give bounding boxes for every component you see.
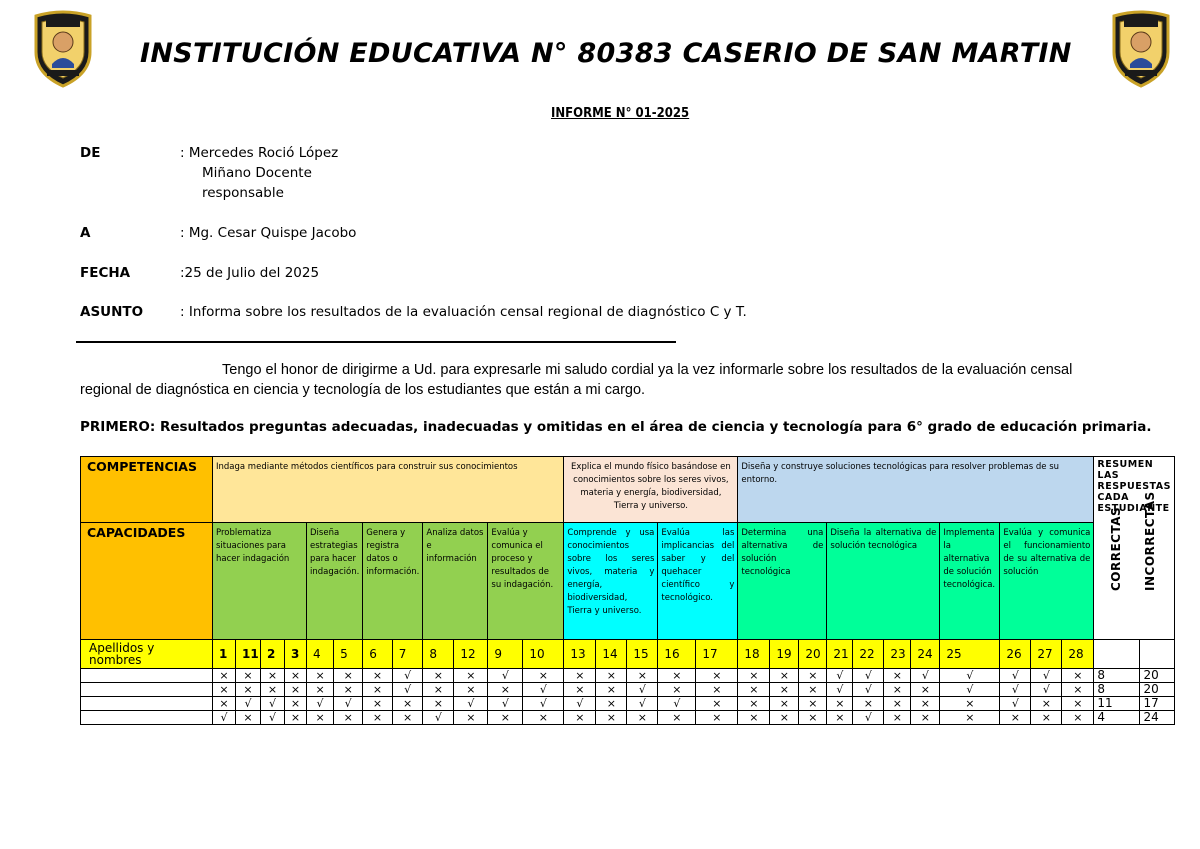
answer-mark: ×: [363, 711, 393, 725]
answer-mark: √: [392, 669, 423, 683]
answer-mark: ×: [307, 711, 334, 725]
answer-mark: ×: [738, 711, 770, 725]
answer-mark: ×: [363, 683, 393, 697]
incorrectas-label: INCORRECTAS: [1142, 491, 1157, 591]
answer-mark: √: [627, 683, 658, 697]
answer-mark: √: [488, 669, 523, 683]
report-number: INFORME N° 01-2025: [551, 106, 690, 121]
question-number: 3: [285, 640, 307, 669]
total-header-blank: [1094, 640, 1140, 669]
paragraph-line-2: regional de diagnóstica en ciencia y tecnología de los estudiantes que están a mi cargo.: [80, 382, 646, 398]
answer-mark: √: [307, 697, 334, 711]
names-header: Apellidos y nombres: [81, 640, 213, 669]
de-value-line-3: responsable: [202, 185, 284, 201]
answer-mark: ×: [1062, 683, 1094, 697]
answer-mark: √: [236, 697, 261, 711]
a-value: : Mg. Cesar Quispe Jacobo: [180, 225, 357, 241]
question-number: 13: [564, 640, 596, 669]
question-number: 21: [827, 640, 853, 669]
answer-mark: ×: [770, 683, 799, 697]
answer-mark: √: [940, 683, 1000, 697]
answer-mark: ×: [236, 683, 261, 697]
question-number: 16: [658, 640, 696, 669]
capacidad-problematiza: Problematiza situaciones para hacer indagación: [213, 523, 307, 640]
fecha-value: :25 de Julio del 2025: [180, 265, 320, 281]
answer-mark: ×: [285, 697, 307, 711]
answer-mark: √: [1000, 683, 1031, 697]
answer-mark: ×: [627, 711, 658, 725]
correct-count: 8: [1094, 669, 1140, 683]
answer-mark: ×: [334, 711, 363, 725]
answer-mark: ×: [423, 669, 454, 683]
answer-mark: ×: [1031, 697, 1062, 711]
answer-mark: ×: [1062, 669, 1094, 683]
resumen-header: [1094, 457, 1175, 640]
de-value-line-2: Miñano Docente: [202, 165, 312, 181]
answer-mark: ×: [363, 669, 393, 683]
answer-mark: ×: [799, 669, 827, 683]
question-number: 4: [307, 640, 334, 669]
answer-mark: ×: [307, 683, 334, 697]
competencia-explica: Explica el mundo físico basándose en conocimientos sobre los seres vivos, materia y energía, biodiversidad, Tierra y universo.: [564, 457, 738, 523]
answer-mark: ×: [564, 669, 596, 683]
answer-mark: √: [1000, 697, 1031, 711]
question-number: 6: [363, 640, 393, 669]
paragraph-line-1: Tengo el honor de dirigirme a Ud. para expresarle mi saludo cordial ya la vez informarle sobre los resultados de la evaluación censal: [222, 362, 1073, 378]
competencia-indaga: Indaga mediante métodos científicos para construir sus conocimientos: [213, 457, 564, 523]
answer-mark: √: [261, 711, 285, 725]
answer-mark: ×: [454, 669, 488, 683]
answer-mark: ×: [658, 669, 696, 683]
answer-mark: ×: [596, 711, 627, 725]
answer-mark: √: [1000, 669, 1031, 683]
answer-mark: ×: [911, 683, 940, 697]
answer-mark: √: [523, 683, 564, 697]
answer-mark: √: [853, 669, 884, 683]
question-number: 11: [236, 640, 261, 669]
institution-title: INSTITUCIÓN EDUCATIVA N° 80383 CASERIO DE SAN MARTIN: [140, 38, 1072, 69]
answer-mark: ×: [770, 669, 799, 683]
answer-mark: ×: [1062, 711, 1094, 725]
answer-mark: ×: [770, 697, 799, 711]
answer-mark: ×: [213, 669, 236, 683]
a-label: A: [80, 225, 91, 241]
asunto-label: ASUNTO: [80, 304, 144, 320]
question-number: 7: [392, 640, 423, 669]
incorrect-count: 24: [1140, 711, 1175, 725]
answer-mark: √: [564, 697, 596, 711]
answer-mark: ×: [564, 711, 596, 725]
answer-mark: ×: [940, 697, 1000, 711]
answer-mark: ×: [884, 697, 911, 711]
answer-mark: ×: [799, 683, 827, 697]
answer-mark: ×: [488, 683, 523, 697]
question-number: 28: [1062, 640, 1094, 669]
separator-line: [76, 341, 676, 343]
question-number: 22: [853, 640, 884, 669]
capacidad-genera-datos: Genera y registra datos o información.: [363, 523, 423, 640]
answer-mark: √: [454, 697, 488, 711]
answer-mark: ×: [1000, 711, 1031, 725]
answer-mark: ×: [236, 711, 261, 725]
table-row: [81, 711, 1175, 725]
answer-mark: ×: [1062, 697, 1094, 711]
question-number: 2: [261, 640, 285, 669]
results-table: [80, 456, 1175, 725]
answer-mark: ×: [738, 683, 770, 697]
question-number: 19: [770, 640, 799, 669]
answer-mark: √: [853, 683, 884, 697]
question-number: 20: [799, 640, 827, 669]
primero-heading: PRIMERO: Resultados preguntas adecuadas, inadecuadas y omitidas en el área de ciencia y tecnología para 6° grado de educación primaria.: [80, 419, 1152, 435]
answer-mark: ×: [392, 697, 423, 711]
answer-mark: ×: [596, 669, 627, 683]
answer-mark: ×: [738, 669, 770, 683]
answer-mark: √: [488, 697, 523, 711]
answer-mark: ×: [696, 697, 738, 711]
answer-mark: √: [523, 697, 564, 711]
answer-mark: ×: [596, 697, 627, 711]
capacidad-comprende-usa: Comprende y usa conocimientos sobre los seres vivos, materia y energía, biodiversidad, Tierra y universo.: [564, 523, 658, 640]
answer-mark: √: [827, 683, 853, 697]
answer-mark: √: [334, 697, 363, 711]
answer-mark: ×: [696, 711, 738, 725]
answer-mark: ×: [307, 669, 334, 683]
answer-mark: ×: [363, 697, 393, 711]
answer-mark: ×: [884, 711, 911, 725]
school-crest-left-icon: [32, 8, 94, 88]
answer-mark: ×: [884, 669, 911, 683]
answer-mark: ×: [236, 669, 261, 683]
answer-mark: ×: [213, 683, 236, 697]
answer-mark: ×: [799, 697, 827, 711]
answer-mark: ×: [799, 711, 827, 725]
answer-mark: ×: [564, 683, 596, 697]
competencia-disena: Diseña y construye soluciones tecnológicas para resolver problemas de su entorno.: [738, 457, 1094, 523]
competencias-label: COMPETENCIAS: [81, 457, 213, 523]
question-number: 17: [696, 640, 738, 669]
answer-mark: ×: [658, 711, 696, 725]
question-number: 27: [1031, 640, 1062, 669]
question-number: 8: [423, 640, 454, 669]
answer-mark: √: [911, 669, 940, 683]
question-number: 24: [911, 640, 940, 669]
student-name: [81, 683, 213, 697]
capacidad-disena-estrategias: Diseña estrategias para hacer indagación.: [307, 523, 363, 640]
answer-mark: ×: [911, 697, 940, 711]
capacidad-disena-alternativa: Diseña la alternativa de solución tecnológica: [827, 523, 940, 640]
answer-mark: ×: [213, 697, 236, 711]
answer-mark: ×: [285, 683, 307, 697]
question-number: 5: [334, 640, 363, 669]
answer-mark: ×: [627, 669, 658, 683]
answer-mark: ×: [261, 683, 285, 697]
capacidad-evalua-funcionamiento: Evalúa y comunica el funcionamiento de su alternativa de solución: [1000, 523, 1094, 640]
answer-mark: √: [392, 683, 423, 697]
answer-mark: √: [658, 697, 696, 711]
answer-mark: ×: [827, 697, 853, 711]
question-number: 15: [627, 640, 658, 669]
capacidad-analiza-datos: Analiza datos e información: [423, 523, 488, 640]
incorrect-count: 20: [1140, 669, 1175, 683]
student-name: [81, 697, 213, 711]
answer-mark: ×: [454, 683, 488, 697]
question-number: 10: [523, 640, 564, 669]
answer-mark: ×: [658, 683, 696, 697]
question-number: 1: [213, 640, 236, 669]
table-row: [81, 669, 1175, 683]
body-paragraph: [80, 360, 1200, 400]
answer-mark: ×: [770, 711, 799, 725]
total-header-blank: [1140, 640, 1175, 669]
answer-mark: ×: [392, 711, 423, 725]
school-crest-right-icon: [1110, 8, 1172, 88]
answer-mark: ×: [911, 711, 940, 725]
answer-mark: ×: [940, 711, 1000, 725]
correctas-label: CORRECTAS: [1108, 506, 1123, 591]
question-number: 18: [738, 640, 770, 669]
capacidad-evalua-implicancias: Evalúa las implicancias del saber y del quehacer científico y tecnológico.: [658, 523, 738, 640]
capacidad-determina-alternativa: Determina una alternativa de solución tecnológica: [738, 523, 827, 640]
answer-mark: ×: [423, 697, 454, 711]
answer-mark: √: [213, 711, 236, 725]
capacidad-implementa: Implementa la alternativa de solución tecnológica.: [940, 523, 1000, 640]
answer-mark: ×: [488, 711, 523, 725]
answer-mark: ×: [523, 711, 564, 725]
answer-mark: √: [940, 669, 1000, 683]
answer-mark: ×: [285, 711, 307, 725]
question-number: 25: [940, 640, 1000, 669]
answer-mark: √: [1031, 669, 1062, 683]
answer-mark: ×: [334, 683, 363, 697]
answer-mark: √: [261, 697, 285, 711]
correct-count: 8: [1094, 683, 1140, 697]
answer-mark: √: [627, 697, 658, 711]
student-name: [81, 669, 213, 683]
table-row: [81, 683, 1175, 697]
question-number: 14: [596, 640, 627, 669]
answer-mark: √: [827, 669, 853, 683]
answer-mark: ×: [334, 669, 363, 683]
answer-mark: √: [423, 711, 454, 725]
asunto-value: : Informa sobre los resultados de la evaluación censal regional de diagnóstico C y T.: [180, 304, 747, 320]
answer-mark: ×: [1031, 711, 1062, 725]
de-label: DE: [80, 145, 101, 161]
answer-mark: ×: [696, 669, 738, 683]
answer-mark: √: [853, 711, 884, 725]
student-name: [81, 711, 213, 725]
answer-mark: ×: [827, 711, 853, 725]
answer-mark: ×: [884, 683, 911, 697]
answer-mark: ×: [523, 669, 564, 683]
table-row: [81, 697, 1175, 711]
answer-mark: √: [1031, 683, 1062, 697]
answer-mark: ×: [423, 683, 454, 697]
de-value-line-1: : Mercedes Roció López: [180, 145, 339, 161]
capacidad-evalua-comunica: Evalúa y comunica el proceso y resultados de su indagación.: [488, 523, 564, 640]
fecha-label: FECHA: [80, 265, 131, 281]
question-number: 9: [488, 640, 523, 669]
incorrect-count: 17: [1140, 697, 1175, 711]
question-number: 12: [454, 640, 488, 669]
resumen-text: RESUMEN LAS RESPUESTAS CADA ESTUDIANTE: [1097, 459, 1171, 514]
capacidades-label: CAPACIDADES: [81, 523, 213, 640]
answer-mark: ×: [285, 669, 307, 683]
answer-mark: ×: [696, 683, 738, 697]
question-number: 23: [884, 640, 911, 669]
correct-count: 11: [1094, 697, 1140, 711]
answer-mark: ×: [261, 669, 285, 683]
question-number: 26: [1000, 640, 1031, 669]
answer-mark: ×: [454, 711, 488, 725]
incorrect-count: 20: [1140, 683, 1175, 697]
answer-mark: ×: [853, 697, 884, 711]
answer-mark: ×: [596, 683, 627, 697]
answer-mark: ×: [738, 697, 770, 711]
correct-count: 4: [1094, 711, 1140, 725]
